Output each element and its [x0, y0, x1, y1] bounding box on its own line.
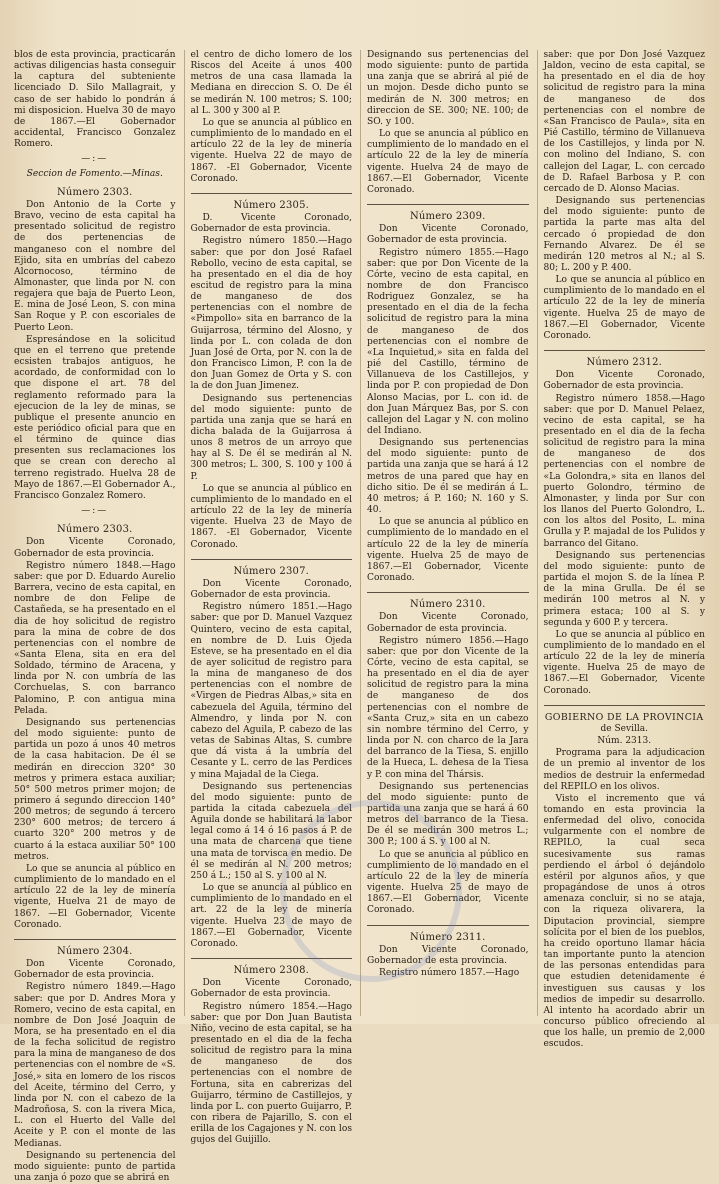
paragraph: Registro número 1848.—Hago saber: que por D. Eduardo Aurelio Barrera, vecino de esta capital, en nombre de don Felipe de Castañeda, se ha presentado en el dia de hoy solicitud de registro para la mina de cobre de dos pertenencias con el nombre de «Santa Elena, sita en era del Soldado, término de Aracena, y linda por N. con umbría de las Corchuelas, S. con barranco Palomino, P. con antigua mina Pelada. [14, 560, 176, 716]
paragraph: Don Vicente Coronado, Gobernador de esta provincia. [367, 944, 529, 966]
notice-number: Número 2304. [14, 939, 176, 957]
separator: —:— [81, 154, 109, 165]
paragraph: saber: que por Don José Vazquez Jaldon, vecino de esta capital, se ha presentado en el dia de hoy solicitud de registro para la mina de manganeso de dos pertenencias con el nombre de «San Francisco de Paula», sita en Pié Castillo, término de Villanueva de los Castillejos, y linda por N. con molino del Indiano, S. con callejon del Lagar, L. con cercado de D. Rafael Barbosa y P. con cercado de D. Alonso Macias. [543, 50, 705, 194]
paragraph: Registro número 1858.—Hago saber: que por D. Manuel Pelaez, vecino de esta capital, se ha presentado en el dia de la fecha solicitud de registro para la mina de manganeso de dos pertenencias con el nombre de «La Golondra,» sita en llanos del puerto Golondro, término de Almonaster, y linda por Sur con los llanos del Puerto Golondro, L. con los altos del Posito, L. mina Grulla y P. majadal de los Pulidos y barranco del Gitano. [543, 393, 705, 549]
paragraph: Lo que se anuncia al público en cumplimiento de lo mandado en el artículo 22 de la ley de minería vigente. Huelva 25 de mayo de 1867.—El Gobernador, Vicente Coronado. [367, 517, 529, 584]
paragraph: Don Vicente Coronado, Gobernador de esta provincia. [14, 537, 176, 559]
paragraph: Designando sus pertenencias del modo siguiente: punto de partida la parte mas alta del cercado ó propiedad de don Fernando Alvarez. De él se medirán 120 metros al N.; al S. 80; L. 200 y P. 400. [543, 196, 705, 273]
paragraph: Don Vicente Coronado, Gobernador de esta provincia. [14, 959, 176, 981]
paragraph: Lo que se anuncia al público en cumplimiento de lo mandado en el art. 22 de la ley de minería vigente. Huelva 23 de mayo de 1867.—El Gobernador, Vicente Coronado. [190, 883, 352, 949]
paragraph: Visto el incremento que vá tomando en esta provincia la enfermedad del olivo, conocida vulgarmente con el nombre de REPILO, la cual seca sucesivamente sus ramas perdiendo el árbol ó dejándolo estéril por algunos años, y que propagándose de unos á otros amenaza concluir, si no se ataja, con la riqueza olivarera, la Diputacion provincial, siempre solícita por el bien de los pueblos, ha creido oportuno llamar hácia tan importante punto la atencion de las personas entendidas para que estudien detenidamente é investiguen sus causas y los medios de impedir su desarrollo. Al intento ha acordado abrir un concurso público ofreciendo al que los halle, un premio de 2,000 escudos. [543, 793, 705, 1050]
paragraph: Registro número 1850.—Hago saber: que por don José Rafael Rebollo, vecino de esta capital, se ha presentado en el dia de hoy escitud de registro para la mina de manganeso de dos pertenencias con el nombre de «Pimpollo» sita en barranco de la Guijarrosa, término del Alosno, y linda por L. con colada de don Juan José de Orta, por N. con la de don Francisco Limon, P. con la de don Juan Gomez de Orta y S. con la de don Juan Jimenez. [190, 236, 352, 392]
section-heading: Seccion de Fomento.—Minas. [26, 168, 163, 179]
notice-number: Número 2305. [191, 193, 353, 211]
notice-number: Número 2312. [544, 350, 706, 368]
paragraph: Registro número 1854.—Hago saber: que por Don Juan Bautista Niño, vecino de esta capital, se ha presentado en el dia de la fecha solicitud de registro para la mina de manganeso de dos pertenencias con el nombre de Fortuna, sita en cabrerizas del Guijarro, término de Castillejos, y linda por L. con puerto Guijarro, P. con ribera de Pajarillo, S. con el erilla de los Cagajones y N. con los gujos del Guijillo. [190, 1001, 352, 1146]
section-heading: GOBIERNO DE LA PROVINCIA [544, 705, 706, 723]
column-3 [360, 50, 529, 1016]
paragraph: Lo que se anuncia al público en cumplimiento de lo mandado en el artículo 22 de la ley de minería vigente. Huelva 22 de mayo de 1867. -El Gobernador, Vicente Coronado. [190, 117, 352, 184]
notice-number: Número 2310. [367, 592, 529, 610]
paragraph: Espresándose en la solicitud que en el terreno que pretende ecsisten trabajos antiguos, he acordado, de conformidad con lo que dispone el art. 78 del reglamento reformado para la ejecucion de la ley de minas, se publique el presente anuncio en este periódico oficial para que en el término de quince dias presenten sus reclamaciones los que se crean con derecho al terreno registrado. Huelva 28 de Mayo de 1867.—El Gobernador A., Francisco Gonzalez Romero. [14, 334, 176, 501]
paragraph: D. Vicente Coronado, Gobernador de esta provincia. [190, 213, 352, 235]
separator: —:— [81, 506, 109, 517]
subheading: de Sevilla. [600, 723, 648, 734]
paragraph: el centro de dicho lomero de los Riscos del Aceite á unos 400 metros de una casa llamada la Mediana en direccion S. O. De él se medirán N. 100 metros; S. 100; al L. 300 y 300 al P. [190, 50, 352, 116]
paragraph: blos de esta provincia, practicarán activas diligencias hasta conseguir la captura del subteniente licenciado D. Silo Mallagrait, y caso de ser habido lo pondrán á mi disposicion. Huelva 30 de mayo de 1867.—El Gobernador accidental, Francisco Gonzalez Romero. [14, 50, 176, 150]
paragraph: Lo que se anuncia al público en cumplimiento de lo mandado en el artículo 22 de la ley de minería vigente. Huelva 25 de mayo de 1867.—El Gobernador, Vicente Coronado. [367, 849, 529, 916]
paragraph: Don Vicente Coronado, Gobernador de esta provincia. [190, 978, 352, 1000]
notice-number: Número 2307. [191, 559, 353, 577]
subheading: Núm. 2313. [597, 736, 652, 747]
column-1 [14, 50, 176, 1183]
paragraph: Designando sus pertenencias del modo siguiente: punto de partida una zanja que se hará en dicha balada de la Guijarrosa á unos 8 metros de un arroyo que hay al S. De él se medirán al N. 300 metros; L. 300, S. 100 y 100 á P. [190, 393, 352, 482]
column-2 [184, 50, 353, 1146]
paragraph: Registro número 1856.—Hago saber: que por don Vicente de la Córte, vecino de esta capital, se ha presentado en el dia de ayer solicitud de registro para la mina de manganeso de dos pertenencias con el nombre de «Santa Cruz,» sita en un cabezo sin nombre término del Cerro, y linda por N. con charco de la Jara del barranco de la Tiesa, S. enjillo de la Hueca, L. dehesa de la Tiesa y P. con mina del Thársis. [367, 635, 529, 780]
paragraph: Designando sus pertenencias del modo siguiente: punto de partida la citada cabezuela del Aguila donde se habilitará la labor legal como á 14 ó 16 pasos á P. de una mata de charcena que tiene una mata de torvisca en medio. De él se medirán al N. 200 metros; 250 á L.; 150 al S. y 100 al N. [190, 781, 352, 881]
paragraph: Designando su pertenencia del modo siguiente: punto de partida una zanja ó pozo que se abrirá en [14, 1150, 176, 1183]
paragraph: Designando sus pertenencias del modo siguiente: punto de partida el mojon S. de la línea P. de la mina Grulla. De él se medirán 100 metros al N. y primera estaca; 100 al S. y segunda y 600 P. y tercera. [543, 550, 705, 628]
paragraph: Lo que se anuncia al público en cumplimiento de lo mandado en el artículo 22 de la ley de minería vigente. Huelva 24 de mayo de 1867.—El Gobernador, Vicente Coronado. [367, 129, 529, 195]
paragraph: Don Vicente Coronado, Gobernador de esta provincia. [367, 224, 529, 246]
paragraph: Don Vicente Coronado, Gobernador de esta provincia. [190, 578, 352, 601]
paragraph: Don Vicente Coronado, Gobernador de esta provincia. [367, 612, 529, 634]
notice-number: Número 2308. [191, 958, 353, 976]
notice-number: Número 2303. [56, 524, 133, 536]
notice-number: Número 2311. [367, 925, 529, 943]
paragraph: Registro número 1851.—Hago saber: que por D. Manuel Vazquez Quintero, vecino de esta capital, en nombre de D. Luis Ojeda Esteve, se ha presentado en el dia de ayer solicitud de registro para la mina de manganeso de dos pertenencias con el nombre de «Virgen de Piedras Albas,» sita en cabezuela del Aguila, término del Almendro, y linda por N. con cabezo del Aguila, P. cabezo de las vetas de Sabinas Altas, S. cumbre que dá vista á la umbría del Cesante y L. cerro de las Perdices y mina Majadal de la Ciega. [190, 602, 352, 780]
paragraph: Designando sus pertenencias del modo siguiente: punto de partida un pozo á unos 40 metros de la casa habitacion. De él se medirán en direccion 320° 30 metros y primera estaca auxiliar; 50° 500 metros primer mojon; de primero á segundo direccion 140° 200 metros; de segundo á tercero 230° 600 metros; de tercero á cuarto 320° 200 metros y de cuarto á la estaca auxiliar 50° 100 metros. [14, 717, 176, 862]
paragraph: Lo que se anuncia al público en cumplimiento de lo mandado en el artículo 22 de la ley de minería vigente, Huelva 21 de mayo de 1867. —El Gobernador, Vicente Coronado. [14, 863, 176, 930]
paragraph: Don Antonio de la Corte y Bravo, vecino de esta capital ha presentado solicitud de registro de dos pertenencias de manganeso con el nombre del Ejido, sita en umbrías del cabezo Alcornocoso, término de Almonaster, que linda por N. con regajera que baja de Puerto Leon, E. mina de José Leon, S. con mina San Roque y P. con escoriales de Puerto Leon. [14, 199, 176, 333]
paragraph: Lo que se anuncia al público en cumplimiento de lo mandado en el artículo 22 de la ley de minería vigente. Huelva 23 de Mayo de 1867. -El Gobernador, Vicente Coronado. [190, 483, 352, 550]
paragraph: Designando sus pertenencias del modo siguiente: punto de partida una zanja que se hará á 60 metros del barranco de la Tiesa. De él se medirán 300 metros L.; 300 P.; 100 á S. y 100 al N. [367, 781, 529, 848]
paragraph: Registro número 1849.—Hago saber: que por D. Andres Mora y Romero, vecino de esta capital, en nombre de Don José Joaquin de Mora, se ha presentado en el dia de la fecha solicitud de registro para la mina de manganeso de dos pertenencias con el nombre de «S. José,» sita en lomero de los riscos del Aceite, término del Cerro, y linda por N. con el cabezo de la Madroñosa, S. con la rivera Mica, L. con el Huerto del Valle del Aceite y P. con el monte de las Medianas. [14, 982, 176, 1149]
notice-number: Número 2303. [56, 186, 133, 198]
paragraph: Don Vicente Coronado, Gobernador de esta provincia. [543, 370, 705, 392]
paragraph: Registro número 1857.—Hago [379, 968, 520, 979]
paragraph: Lo que se anuncia al público en cumplimiento de lo mandado en el artículo 22 de la ley de minería vigente. Huelva 25 de mayo de 1867.—El Gobernador, Vicente Coronado. [543, 275, 705, 341]
notice-number: Número 2309. [367, 204, 529, 222]
text-columns [14, 50, 705, 1183]
paragraph: Designando sus pertenencias del modo siguiente: punto de partida una zanja que se abrirá al pié de un mojon. Desde dicho punto se medirán de N. 300 metros; en direccion de SE. 300; NE. 100; de SO. y 100. [367, 50, 529, 127]
column-4 [537, 50, 706, 1050]
paragraph: Programa para la adjudicacion de un premio al inventor de los medios de destruir la enfermedad del REPILO en los olivos. [543, 748, 705, 792]
paragraph: Registro número 1855.—Hago saber: que por Don Vicente de la Córte, vecino de esta capital, en nombre de don Francisco Rodriguez Gonzalez, se ha presentado en el dia de la fecha solicitud de registro para la mina de manganeso de dos pertenencias con el nombre de «La Inquietud,» sita en falda del pié del Castillo, término de Villanueva de los Castillejos, y linda por P. con propiedad de Don Alonso Macias, por L. con id. de don Juan Márquez Bas, por S. con callejon del Lagar y N. con molino del Indiano. [367, 247, 529, 436]
paragraph: Designando sus pertenencias del modo siguiente: punto de partida una zanja que se hará á 12 metros de una pared que hay en dicho sitio. De él se medirán á L. 40 metros; á P. 160; N. 160 y S. 40. [367, 438, 529, 516]
paragraph: Lo que se anuncia al público en cumplimiento de lo mandado en el artículo 22 de la ley de minería vigente. Huelva 25 de mayo de 1867.—El Gobernador, Vicente Coronado. [543, 629, 705, 696]
